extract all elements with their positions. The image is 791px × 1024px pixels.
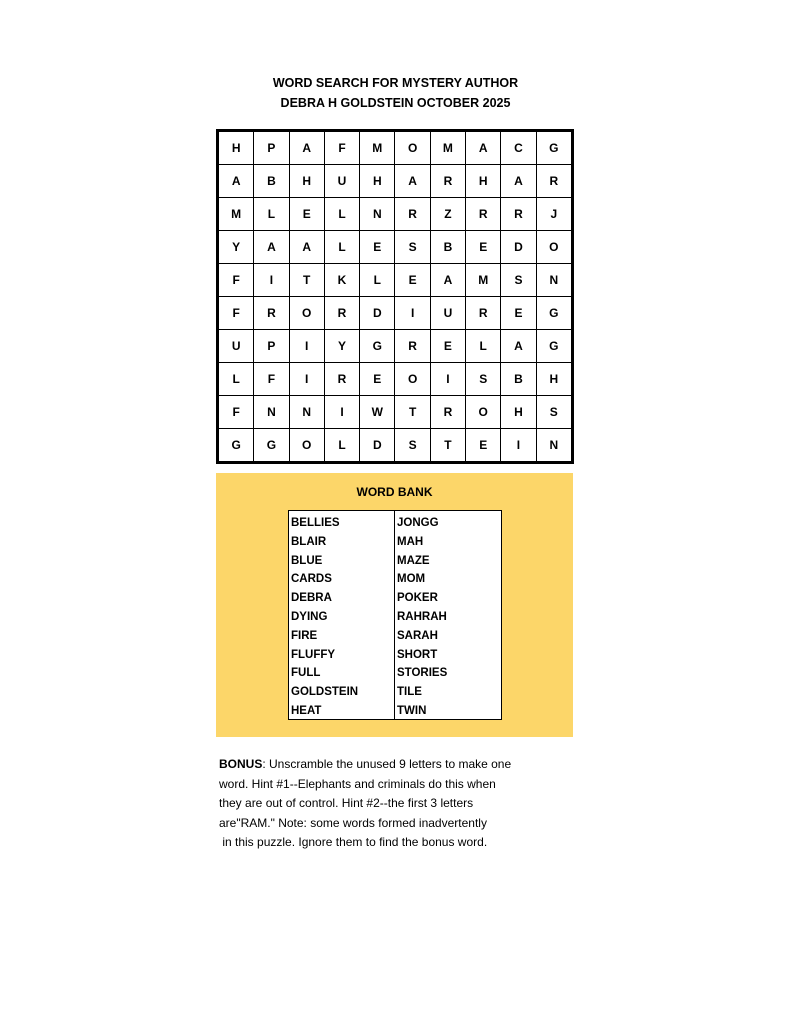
grid-cell: Y (324, 330, 359, 363)
grid-cell: N (536, 264, 572, 297)
grid-cell: Y (218, 231, 254, 264)
word-bank-word: JONGG (397, 517, 439, 529)
word-bank-word: MOM (397, 573, 426, 586)
bonus-line-4: are"RAM." Note: some words formed inadvertently (219, 815, 487, 830)
grid-cell: H (289, 165, 324, 198)
grid-cell: E (501, 297, 536, 330)
word-bank-word: HEAT (291, 704, 322, 717)
grid-cell: E (360, 363, 395, 396)
grid-cell: I (501, 429, 536, 463)
grid-row (218, 198, 573, 231)
grid-cell: E (289, 198, 324, 231)
word-bank-word: STORIES (397, 667, 448, 680)
grid-cell: R (395, 330, 430, 363)
grid-cell: A (466, 131, 501, 165)
grid-cell: L (254, 198, 289, 231)
grid-cell: B (430, 231, 465, 264)
grid-cell: P (254, 131, 289, 165)
grid-cell: L (324, 198, 359, 231)
grid-cell: A (430, 264, 465, 297)
grid-cell: D (360, 297, 395, 330)
grid-cell: R (430, 165, 465, 198)
grid-cell: G (218, 429, 254, 463)
grid-cell: N (289, 396, 324, 429)
grid-cell: H (501, 396, 536, 429)
word-bank-word: FULL (291, 667, 321, 680)
word-bank-word: RAHRAH (397, 610, 447, 623)
grid-cell: N (360, 198, 395, 231)
grid-cell: L (360, 264, 395, 297)
word-bank-word: BELLIES (291, 517, 340, 529)
grid-cell: B (501, 363, 536, 396)
grid-row (218, 165, 573, 198)
grid-cell: A (501, 165, 536, 198)
grid-cell: S (395, 231, 430, 264)
word-bank-word: MAH (397, 535, 424, 548)
grid-cell: F (324, 131, 359, 165)
word-bank-left-column (289, 511, 395, 719)
word-search-grid (216, 129, 574, 464)
grid-cell: I (430, 363, 465, 396)
grid-row (218, 297, 573, 330)
grid-cell: U (218, 330, 254, 363)
grid-row (218, 396, 573, 429)
bonus-line-2: word. Hint #1--Elephants and criminals do this when (219, 776, 496, 791)
grid-cell: R (466, 297, 501, 330)
grid-cell: A (254, 231, 289, 264)
grid-cell: E (466, 231, 501, 264)
puzzle-title (0, 73, 791, 113)
word-bank-word: TWIN (397, 704, 427, 717)
word-bank-word: BLAIR (291, 535, 327, 548)
grid-cell: O (289, 429, 324, 463)
grid-cell: R (324, 297, 359, 330)
word-bank-word: BLUE (291, 554, 323, 567)
grid-cell: A (289, 131, 324, 165)
word-bank-word: DYING (291, 610, 328, 623)
grid-row (218, 264, 573, 297)
grid-cell: H (536, 363, 572, 396)
grid-row (218, 429, 573, 463)
grid-cell: S (395, 429, 430, 463)
grid-cell: L (324, 429, 359, 463)
grid-cell: R (430, 396, 465, 429)
word-bank-word: SHORT (397, 648, 438, 661)
grid-row (218, 363, 573, 396)
word-bank-table (288, 510, 502, 720)
grid-cell: M (466, 264, 501, 297)
bonus-line-1 (219, 755, 559, 775)
word-bank-word: GOLDSTEIN (291, 686, 359, 699)
grid-cell: O (289, 297, 324, 330)
grid-cell: O (466, 396, 501, 429)
grid-cell: G (536, 297, 572, 330)
grid-cell: N (536, 429, 572, 463)
grid-cell: N (254, 396, 289, 429)
grid-cell: U (324, 165, 359, 198)
grid-cell: F (254, 363, 289, 396)
grid-cell: R (254, 297, 289, 330)
grid-cell: O (395, 363, 430, 396)
grid-cell: S (466, 363, 501, 396)
grid-cell: B (254, 165, 289, 198)
grid-cell: M (360, 131, 395, 165)
grid-cell: R (466, 198, 501, 231)
word-bank-word: TILE (397, 686, 422, 699)
grid-cell: K (324, 264, 359, 297)
grid-cell: I (254, 264, 289, 297)
grid-cell: A (289, 231, 324, 264)
grid-cell: H (360, 165, 395, 198)
grid-cell: O (395, 131, 430, 165)
grid-cell: M (218, 198, 254, 231)
word-bank-word: DEBRA (291, 592, 332, 605)
grid-cell: G (360, 330, 395, 363)
word-bank-word: POKER (397, 592, 438, 605)
grid-cell: I (289, 363, 324, 396)
grid-row (218, 231, 573, 264)
grid-cell: H (466, 165, 501, 198)
word-bank-word: SARAH (397, 629, 438, 642)
grid-cell: I (324, 396, 359, 429)
word-bank-word: FLUFFY (291, 648, 336, 661)
bonus-label: BONUS (219, 757, 263, 771)
grid-cell: F (218, 264, 254, 297)
word-bank-word: FIRE (291, 629, 318, 642)
word-bank-word: MAZE (397, 554, 430, 567)
grid-cell: T (289, 264, 324, 297)
grid-cell: D (360, 429, 395, 463)
grid-cell: F (218, 396, 254, 429)
grid-cell: G (254, 429, 289, 463)
grid-cell: E (360, 231, 395, 264)
word-bank-panel (216, 473, 573, 737)
grid-cell: J (536, 198, 572, 231)
grid-cell: R (536, 165, 572, 198)
grid-cell: Z (430, 198, 465, 231)
grid-cell: E (430, 330, 465, 363)
grid-cell: I (395, 297, 430, 330)
grid-cell: H (218, 131, 254, 165)
grid-cell: E (395, 264, 430, 297)
grid-cell: G (536, 330, 572, 363)
grid-cell: U (430, 297, 465, 330)
word-bank-word: CARDS (291, 573, 332, 586)
grid-cell: T (430, 429, 465, 463)
grid-cell: A (218, 165, 254, 198)
word-bank-right-column (395, 511, 501, 719)
grid-row (218, 131, 573, 165)
grid-cell: I (289, 330, 324, 363)
grid-cell: L (466, 330, 501, 363)
grid-cell: R (395, 198, 430, 231)
grid-cell: G (536, 131, 572, 165)
grid-cell: A (501, 330, 536, 363)
bonus-line-3: they are out of control. Hint #2--the first 3 letters (219, 796, 474, 811)
grid-cell: T (395, 396, 430, 429)
grid-cell: M (430, 131, 465, 165)
grid-cell: D (501, 231, 536, 264)
bonus-line-1-text: : Unscramble the unused 9 letters to make one (262, 757, 512, 771)
title-line-2: DEBRA H GOLDSTEIN OCTOBER 2025 (280, 96, 511, 110)
grid-cell: S (501, 264, 536, 297)
grid-cell: L (218, 363, 254, 396)
grid-row (218, 330, 573, 363)
grid-cell: C (501, 131, 536, 165)
grid-cell: P (254, 330, 289, 363)
word-bank-title: WORD BANK (356, 485, 433, 499)
grid-cell: L (324, 231, 359, 264)
grid-cell: F (218, 297, 254, 330)
bonus-line-5: in this puzzle. Ignore them to find the bonus word. (219, 835, 488, 850)
grid-cell: O (536, 231, 572, 264)
grid-cell: R (324, 363, 359, 396)
grid-cell: R (501, 198, 536, 231)
grid-cell: S (536, 396, 572, 429)
bonus-instructions (219, 755, 559, 853)
grid-cell: A (395, 165, 430, 198)
title-line-1: WORD SEARCH FOR MYSTERY AUTHOR (272, 76, 519, 90)
grid-cell: W (360, 396, 395, 429)
grid-cell: E (466, 429, 501, 463)
